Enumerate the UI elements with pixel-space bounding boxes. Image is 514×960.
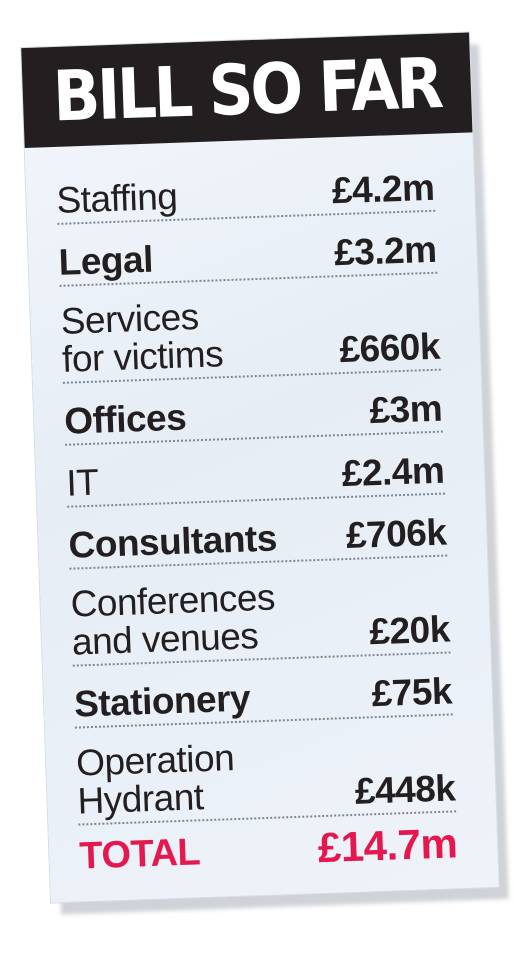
row-value: £3m [368,387,443,432]
row-label: Offices [63,396,187,442]
row-label: Operation Hydrant [75,737,235,822]
row-label: Staffing [55,175,179,221]
row-value: £706k [345,511,448,557]
row-label: IT [65,461,100,504]
row-label: Conferences and venues [69,576,276,663]
row-label: Stationery [73,677,251,725]
row-label: Legal [58,238,154,283]
row-conferences-and-venues [69,557,450,667]
cost-list [55,150,458,879]
header-bar [21,32,472,148]
total-label: TOTAL [78,831,201,878]
row-value: £448k [354,767,457,812]
row-operation-hydrant [75,715,456,825]
total-value: £14.7m [317,819,459,872]
page-title: BILL SO FAR [51,42,443,138]
row-label: Consultants [67,517,278,566]
row-value: £4.2m [331,166,436,212]
row-value: £75k [370,670,453,715]
row-value: £2.4m [341,449,445,495]
row-value: £3.2m [333,228,438,274]
row-services-for-victims [60,274,441,384]
row-value: £20k [368,608,451,653]
bill-card [21,32,499,902]
row-value: £660k [338,325,441,371]
row-label: Services for victims [60,296,224,380]
